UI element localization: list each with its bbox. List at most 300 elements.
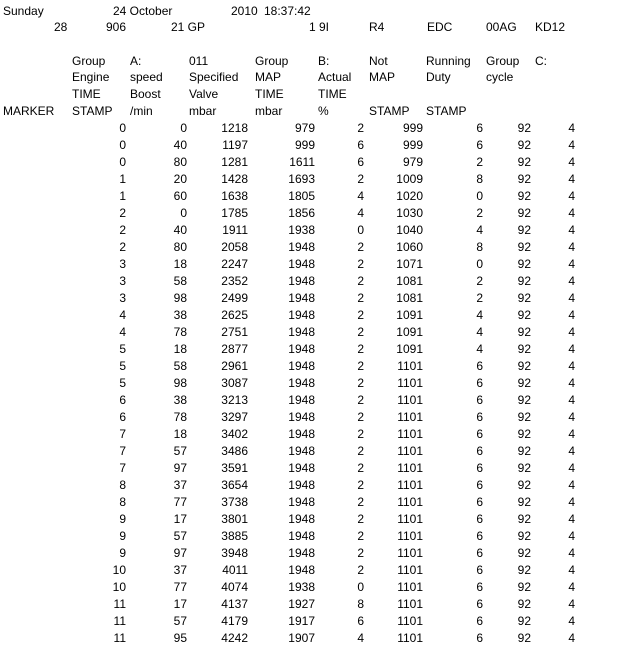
table-cell: 1948 [288, 444, 315, 458]
header-code-8: KD12 [535, 20, 566, 34]
table-cell: 0 [357, 223, 364, 237]
table-cell: 17 [173, 512, 187, 526]
col7-heading-line1: Running [426, 54, 471, 68]
table-cell: 1805 [288, 189, 315, 203]
table-cell: 4 [568, 512, 575, 526]
col1-heading-line1: Group [72, 54, 106, 68]
table-cell: 57 [173, 444, 187, 458]
table-cell: 6 [476, 597, 483, 611]
table-cell: 92 [517, 155, 531, 169]
table-cell: 4 [119, 325, 126, 339]
table-cell: 92 [517, 495, 531, 509]
table-row [0, 171, 640, 188]
table-row [0, 120, 640, 137]
table-cell: 3591 [221, 461, 248, 475]
table-row [0, 392, 640, 409]
table-cell: 1101 [397, 393, 423, 407]
table-cell: 1948 [288, 257, 315, 271]
table-cell: 4 [476, 342, 483, 356]
col4-heading-line1: Group [255, 54, 289, 68]
table-row [0, 460, 640, 477]
table-row [0, 154, 640, 171]
table-cell: 2058 [221, 240, 248, 254]
table-cell: 1948 [288, 529, 315, 543]
table-cell: 2247 [221, 257, 248, 271]
header-day: Sunday [3, 4, 44, 18]
table-cell: 1 [119, 189, 126, 203]
table-cell: 1101 [397, 631, 423, 645]
table-cell: 10 [112, 563, 126, 577]
table-cell: 6 [476, 529, 483, 543]
table-cell: 1081 [396, 274, 423, 288]
table-cell: 2 [357, 359, 364, 373]
table-cell: 18 [173, 342, 187, 356]
table-cell: 3213 [221, 393, 248, 407]
table-cell: 6 [476, 563, 483, 577]
table-cell: 4 [568, 325, 575, 339]
table-cell: 2 [357, 308, 364, 322]
table-cell: 4 [568, 342, 575, 356]
table-cell: 4011 [222, 563, 248, 577]
table-cell: 1948 [288, 563, 315, 577]
table-cell: 1917 [288, 614, 315, 628]
table-cell: 7 [119, 444, 126, 458]
table-cell: 7 [119, 461, 126, 475]
table-cell: 60 [173, 189, 187, 203]
table-cell: 2 [357, 478, 364, 492]
table-cell: 4179 [221, 614, 248, 628]
table-cell: 8 [119, 495, 126, 509]
table-cell: 20 [173, 172, 187, 186]
table-cell: 1948 [288, 427, 315, 441]
table-row [0, 273, 640, 290]
table-cell: 92 [517, 427, 531, 441]
table-cell: 1948 [288, 546, 315, 560]
table-row [0, 222, 640, 239]
table-cell: 4 [568, 206, 575, 220]
table-cell: 0 [357, 580, 364, 594]
table-cell: 1948 [288, 342, 315, 356]
table-cell: 6 [476, 461, 483, 475]
table-cell: 4 [476, 308, 483, 322]
col6-heading-line4: STAMP [369, 104, 410, 118]
table-row [0, 290, 640, 307]
col4-heading-line2: MAP [255, 70, 282, 84]
table-cell: 2877 [221, 342, 248, 356]
table-cell: 1071 [396, 257, 423, 271]
table-cell: 38 [173, 308, 187, 322]
table-cell: 4 [476, 223, 483, 237]
table-cell: 92 [517, 325, 531, 339]
table-cell: 2 [357, 257, 364, 271]
table-cell: 0 [119, 121, 126, 135]
table-cell: 2 [119, 223, 126, 237]
table-cell: 6 [476, 580, 483, 594]
table-cell: 2 [476, 291, 483, 305]
table-cell: 2 [357, 495, 364, 509]
table-row [0, 341, 640, 358]
table-cell: 6 [476, 121, 483, 135]
table-cell: 9 [119, 529, 126, 543]
table-cell: 1020 [396, 189, 423, 203]
table-cell: 92 [517, 291, 531, 305]
col8-heading-line1: Group [486, 54, 520, 68]
table-cell: 6 [357, 138, 364, 152]
table-cell: 2 [357, 410, 364, 424]
table-cell: 4 [568, 478, 575, 492]
table-cell: 4 [357, 206, 364, 220]
table-cell: 4 [568, 546, 575, 560]
table-cell: 92 [517, 410, 531, 424]
table-cell: 0 [180, 121, 187, 135]
table-cell: 11 [113, 614, 126, 628]
table-cell: 92 [517, 529, 531, 543]
table-cell: 2 [357, 240, 364, 254]
table-cell: 1101 [397, 427, 423, 441]
table-cell: 2 [357, 512, 364, 526]
col4-heading-line4: mbar [255, 104, 283, 118]
table-cell: 1693 [288, 172, 315, 186]
table-cell: 6 [476, 359, 483, 373]
table-cell: 4 [119, 308, 126, 322]
table-row [0, 545, 640, 562]
table-cell: 92 [517, 393, 531, 407]
table-cell: 78 [173, 410, 187, 424]
table-cell: 97 [173, 461, 187, 475]
col2-heading-line4: /min [130, 104, 153, 118]
marker-label: MARKER [3, 104, 55, 118]
table-cell: 8 [119, 478, 126, 492]
table-cell: 95 [173, 631, 187, 645]
table-cell: 1091 [396, 325, 423, 339]
table-cell: 1948 [288, 274, 315, 288]
table-cell: 4 [357, 631, 364, 645]
table-cell: 92 [517, 172, 531, 186]
table-cell: 2 [119, 240, 126, 254]
table-cell: 92 [517, 359, 531, 373]
table-row [0, 494, 640, 511]
col5-heading-line3: TIME [318, 87, 347, 101]
table-cell: 1948 [288, 359, 315, 373]
table-cell: 1101 [397, 529, 423, 543]
table-row [0, 205, 640, 222]
table-cell: 2961 [221, 359, 248, 373]
table-cell: 92 [517, 206, 531, 220]
table-cell: 4 [568, 461, 575, 475]
table-cell: 4 [568, 189, 575, 203]
table-cell: 0 [476, 257, 483, 271]
table-cell: 4 [568, 376, 575, 390]
table-cell: 1101 [397, 563, 423, 577]
col3-heading-line1: 011 [189, 54, 209, 68]
table-cell: 4 [568, 359, 575, 373]
table-cell: 3402 [221, 427, 248, 441]
table-cell: 2 [357, 563, 364, 577]
col7-heading-line2: Duty [426, 70, 451, 84]
table-cell: 92 [517, 240, 531, 254]
header-code-4: 1 9I [309, 20, 330, 34]
table-cell: 8 [357, 597, 364, 611]
table-cell: 2 [357, 291, 364, 305]
table-cell: 6 [476, 444, 483, 458]
table-cell: 1101 [397, 597, 423, 611]
table-cell: 1948 [288, 240, 315, 254]
table-cell: 58 [173, 359, 187, 373]
table-cell: 1 [119, 172, 126, 186]
table-cell: 2 [357, 325, 364, 339]
table-cell: 6 [476, 410, 483, 424]
table-cell: 8 [476, 172, 483, 186]
table-cell: 1101 [397, 495, 423, 509]
col7-heading-line4: STAMP [426, 104, 467, 118]
table-cell: 6 [476, 393, 483, 407]
table-row [0, 375, 640, 392]
table-cell: 2 [357, 342, 364, 356]
table-cell: 2 [357, 529, 364, 543]
table-cell: 4 [568, 393, 575, 407]
table-cell: 0 [119, 155, 126, 169]
table-cell: 6 [476, 495, 483, 509]
table-cell: 1197 [222, 138, 248, 152]
table-cell: 6 [476, 546, 483, 560]
table-cell: 1927 [288, 597, 315, 611]
col2-heading-line3: Boost [130, 87, 161, 101]
col5-heading-line4: % [318, 104, 329, 118]
table-cell: 77 [173, 580, 187, 594]
table-cell: 38 [173, 393, 187, 407]
table-cell: 92 [517, 614, 531, 628]
table-cell: 4 [568, 257, 575, 271]
table-cell: 6 [357, 614, 364, 628]
table-row [0, 596, 640, 613]
table-cell: 92 [517, 189, 531, 203]
table-cell: 4 [568, 274, 575, 288]
table-cell: 92 [517, 597, 531, 611]
col3-heading-line2: Specified [189, 70, 239, 84]
table-cell: 4 [568, 529, 575, 543]
table-cell: 1218 [221, 121, 248, 135]
table-cell: 78 [173, 325, 187, 339]
table-cell: 6 [476, 376, 483, 390]
table-cell: 8 [476, 240, 483, 254]
table-row [0, 324, 640, 341]
table-row [0, 579, 640, 596]
table-cell: 4 [568, 172, 575, 186]
table-cell: 1911 [222, 223, 248, 237]
table-cell: 9 [119, 512, 126, 526]
table-cell: 6 [476, 478, 483, 492]
table-cell: 2 [119, 206, 126, 220]
col1-heading-line2: Engine [72, 70, 110, 84]
table-cell: 92 [517, 308, 531, 322]
col1-heading-line3: TIME [72, 87, 101, 101]
table-cell: 40 [173, 138, 187, 152]
table-cell: 18 [173, 427, 187, 441]
table-cell: 1101 [397, 512, 423, 526]
header-code-1: 28 [54, 20, 68, 34]
table-row [0, 188, 640, 205]
table-cell: 3738 [221, 495, 248, 509]
col6-heading-line1: Not [369, 54, 388, 68]
table-cell: 2 [476, 274, 483, 288]
table-cell: 1938 [288, 223, 315, 237]
table-cell: 1101 [397, 614, 423, 628]
table-cell: 92 [517, 121, 531, 135]
table-cell: 18 [173, 257, 187, 271]
header-code-7: 00AG [486, 20, 517, 34]
table-cell: 3 [119, 291, 126, 305]
table-cell: 92 [517, 631, 531, 645]
table-cell: 4 [568, 614, 575, 628]
table-cell: 6 [357, 155, 364, 169]
table-cell: 3087 [221, 376, 248, 390]
table-row [0, 511, 640, 528]
table-cell: 2 [357, 274, 364, 288]
table-cell: 80 [173, 155, 187, 169]
table-cell: 4 [568, 495, 575, 509]
table-cell: 37 [173, 478, 187, 492]
table-row [0, 137, 640, 154]
table-cell: 3654 [221, 478, 248, 492]
table-cell: 0 [119, 138, 126, 152]
table-cell: 1281 [221, 155, 248, 169]
table-cell: 98 [173, 376, 187, 390]
table-cell: 1101 [397, 580, 423, 594]
table-cell: 11 [113, 631, 126, 645]
table-cell: 57 [173, 614, 187, 628]
table-cell: 1030 [396, 206, 423, 220]
table-cell: 1948 [288, 410, 315, 424]
table-cell: 1101 [397, 359, 423, 373]
table-row [0, 443, 640, 460]
table-cell: 4074 [221, 580, 248, 594]
table-cell: 0 [180, 206, 187, 220]
table-cell: 1040 [396, 223, 423, 237]
table-cell: 2499 [221, 291, 248, 305]
table-cell: 1081 [396, 291, 423, 305]
table-cell: 999 [402, 121, 423, 135]
table-cell: 6 [476, 427, 483, 441]
table-cell: 979 [402, 155, 423, 169]
table-cell: 92 [517, 342, 531, 356]
table-cell: 1948 [288, 461, 315, 475]
table-cell: 4 [568, 223, 575, 237]
table-cell: 4137 [221, 597, 248, 611]
table-cell: 92 [517, 444, 531, 458]
table-cell: 3 [119, 274, 126, 288]
table-cell: 5 [119, 376, 126, 390]
table-cell: 4 [568, 138, 575, 152]
col2-heading-line2: speed [130, 70, 163, 84]
table-cell: 1948 [288, 325, 315, 339]
table-cell: 6 [476, 614, 483, 628]
table-cell: 1009 [396, 172, 423, 186]
table-row [0, 409, 640, 426]
col3-heading-line4: mbar [189, 104, 217, 118]
table-cell: 4 [568, 410, 575, 424]
table-cell: 4 [568, 291, 575, 305]
table-cell: 3885 [221, 529, 248, 543]
table-cell: 97 [173, 546, 187, 560]
header-year: 2010 [231, 4, 258, 18]
table-cell: 4 [476, 325, 483, 339]
table-cell: 2 [476, 206, 483, 220]
table-row [0, 477, 640, 494]
table-cell: 92 [517, 138, 531, 152]
col9-heading-line1: C: [535, 54, 547, 68]
table-cell: 2352 [221, 274, 248, 288]
table-cell: 2 [357, 461, 364, 475]
table-cell: 1101 [397, 478, 423, 492]
table-cell: 999 [402, 138, 423, 152]
table-cell: 92 [517, 376, 531, 390]
table-cell: 4 [568, 155, 575, 169]
table-cell: 1907 [288, 631, 315, 645]
table-cell: 4 [568, 631, 575, 645]
col5-heading-line1: B: [318, 54, 330, 68]
table-row [0, 239, 640, 256]
table-cell: 5 [119, 342, 126, 356]
table-cell: 1101 [397, 444, 423, 458]
table-cell: 4 [568, 597, 575, 611]
table-cell: 4 [568, 580, 575, 594]
header-time: 18:37:42 [264, 4, 311, 18]
table-row [0, 358, 640, 375]
table-cell: 1948 [288, 495, 315, 509]
table-cell: 0 [476, 189, 483, 203]
header-code-5: R4 [369, 20, 385, 34]
table-cell: 1060 [396, 240, 423, 254]
table-cell: 92 [517, 223, 531, 237]
table-cell: 1948 [288, 512, 315, 526]
table-cell: 1948 [288, 393, 315, 407]
table-cell: 2625 [221, 308, 248, 322]
table-cell: 6 [476, 138, 483, 152]
table-cell: 92 [517, 274, 531, 288]
table-cell: 4 [568, 308, 575, 322]
col3-heading-line3: Valve [189, 87, 219, 101]
table-cell: 92 [517, 546, 531, 560]
table-cell: 2 [357, 444, 364, 458]
col1-heading-line4: STAMP [72, 104, 113, 118]
table-cell: 1948 [288, 376, 315, 390]
table-row [0, 630, 640, 647]
header-code-3: 21 GP [171, 20, 206, 34]
table-row [0, 256, 640, 273]
table-cell: 17 [173, 597, 187, 611]
header-code-2: 906 [106, 20, 127, 34]
table-cell: 3486 [221, 444, 248, 458]
table-cell: 1101 [397, 376, 423, 390]
table-cell: 1948 [288, 478, 315, 492]
table-cell: 92 [517, 563, 531, 577]
table-cell: 1091 [396, 342, 423, 356]
table-cell: 3297 [221, 410, 248, 424]
table-cell: 4 [568, 427, 575, 441]
table-cell: 37 [173, 563, 187, 577]
col5-heading-line2: Actual [318, 70, 352, 84]
table-cell: 3801 [221, 512, 248, 526]
table-cell: 6 [476, 631, 483, 645]
table-cell: 3 [119, 257, 126, 271]
table-cell: 1611 [289, 155, 315, 169]
table-cell: 7 [119, 427, 126, 441]
col6-heading-line2: MAP [369, 70, 396, 84]
table-cell: 2 [476, 155, 483, 169]
table-row [0, 528, 640, 545]
table-cell: 58 [173, 274, 187, 288]
table-row [0, 426, 640, 443]
